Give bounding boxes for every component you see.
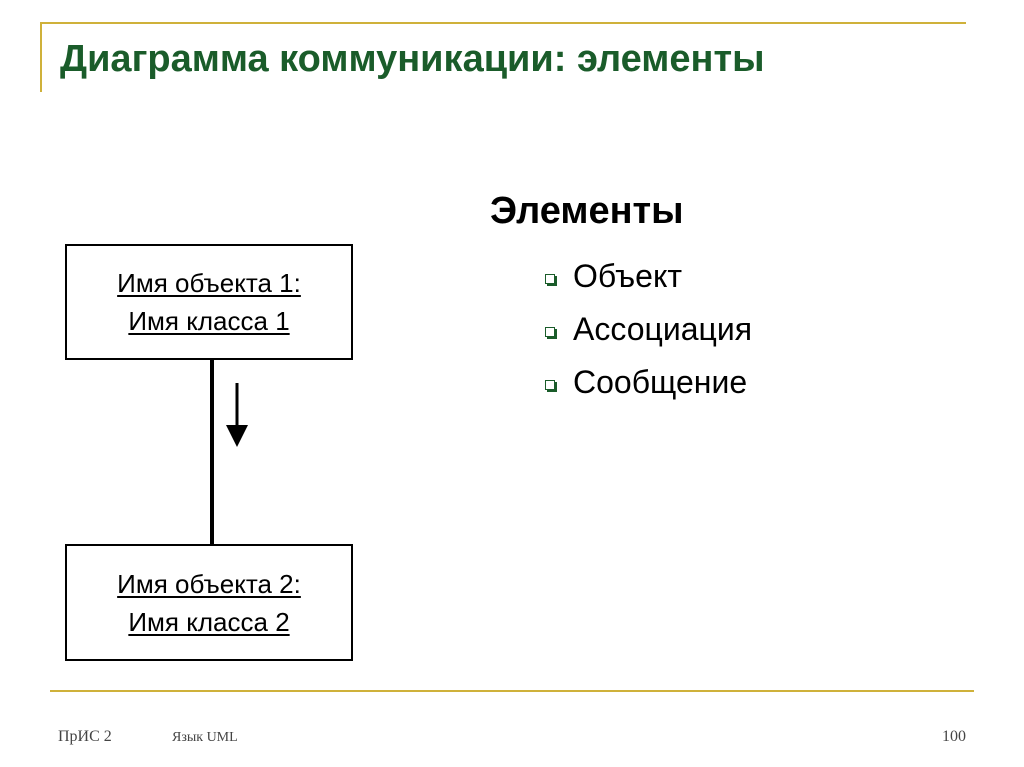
footer-course: ПрИС 2 — [58, 728, 112, 745]
list-item — [545, 250, 752, 303]
square-bullet-icon — [545, 380, 555, 390]
association-link — [210, 358, 214, 544]
footer-line — [50, 690, 974, 692]
message-arrow-icon — [225, 383, 249, 449]
page-number: 100 — [942, 728, 966, 745]
object-class: Имя класса 1 — [128, 306, 290, 336]
object-box-2 — [65, 544, 353, 661]
list-item-label: Объект — [573, 258, 682, 294]
slide-title: Диаграмма коммуникации: элементы — [60, 38, 765, 80]
frame-left-line — [40, 22, 42, 92]
list-item-label: Ассоциация — [573, 311, 753, 347]
list-item — [545, 356, 752, 409]
object-class: Имя класса 2 — [128, 606, 290, 637]
object-box-1 — [65, 244, 353, 360]
footer-topic: Язык UML — [172, 730, 238, 745]
list-item-label: Сообщение — [573, 364, 748, 400]
elements-heading: Элементы — [490, 190, 684, 232]
square-bullet-icon — [545, 274, 555, 284]
object-name: Имя объекта 2: — [117, 568, 301, 599]
square-bullet-icon — [545, 327, 555, 337]
list-item — [545, 303, 752, 356]
elements-list — [545, 250, 752, 409]
object-name: Имя объекта 1: — [117, 268, 301, 298]
frame-top-line — [40, 22, 966, 24]
